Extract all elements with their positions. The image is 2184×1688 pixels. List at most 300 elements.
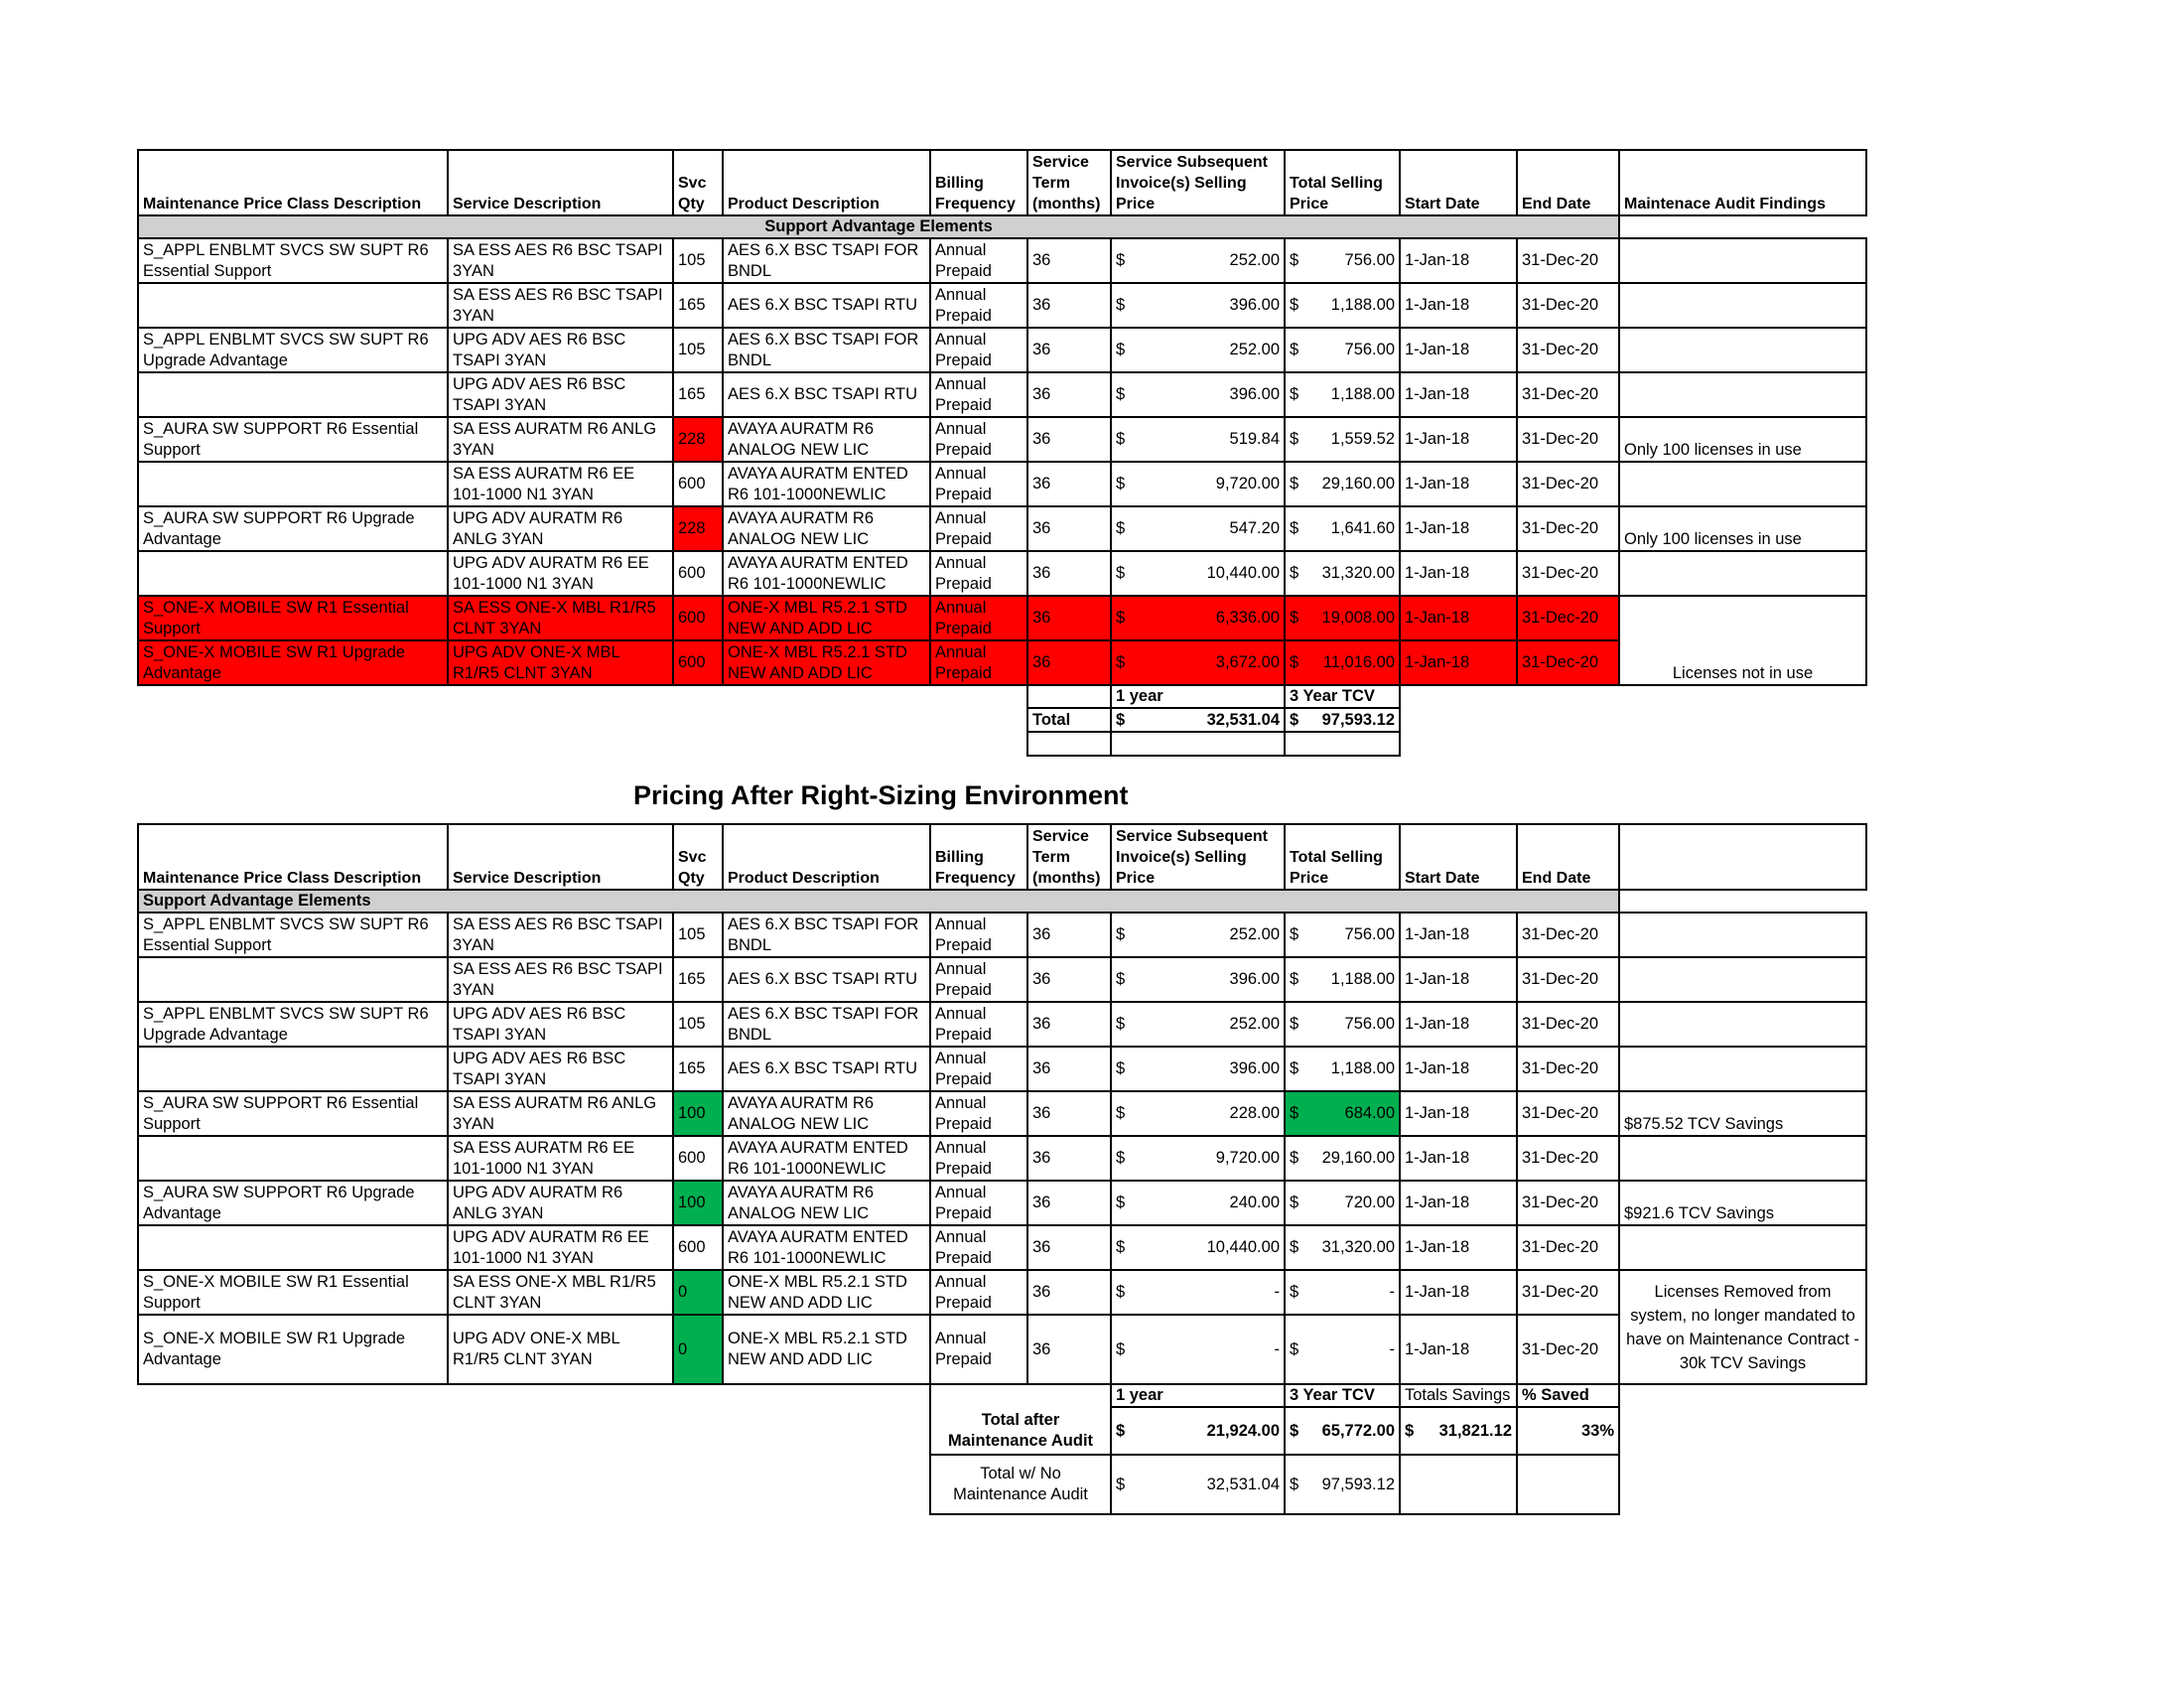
product-desc-cell: AVAYA AURATM ENTED R6 101-1000NEWLIC (723, 1136, 930, 1181)
findings-cell: $921.6 TCV Savings (1619, 1181, 1866, 1225)
table-row (138, 551, 1866, 596)
currency-symbol: $ (1116, 251, 1126, 269)
end-date-cell: 31-Dec-20 (1517, 1315, 1619, 1384)
subsequent-price: 10,440.00 (1206, 1238, 1280, 1256)
col-header-maint-class: Maintenance Price Class Description (138, 150, 448, 215)
end-date-cell: 31-Dec-20 (1517, 957, 1619, 1002)
billing-freq-cell: Annual Prepaid (930, 1002, 1027, 1047)
start-date-cell: 1-Jan-18 (1400, 1225, 1517, 1270)
maint-class-cell: S_AURA SW SUPPORT R6 Upgrade Advantage (138, 506, 448, 551)
service-term-cell: 36 (1027, 1091, 1111, 1136)
currency-symbol: $ (1116, 1421, 1126, 1440)
section-label: Support Advantage Elements (138, 890, 1619, 913)
currency-symbol: $ (1116, 341, 1126, 358)
svc-qty-cell: 600 (673, 551, 723, 596)
summary-total-label: Total (1027, 708, 1111, 732)
end-date-cell: 31-Dec-20 (1517, 417, 1619, 462)
billing-freq-cell: Annual Prepaid (930, 1047, 1027, 1091)
billing-freq-cell: Annual Prepaid (930, 372, 1027, 417)
table-row (138, 640, 1866, 685)
product-desc-cell: ONE-X MBL R5.2.1 STD NEW AND ADD LIC (723, 1270, 930, 1315)
table-row (138, 1136, 1866, 1181)
svc-qty-cell: 105 (673, 913, 723, 957)
table1-body (138, 238, 1866, 685)
table2-body (138, 913, 1866, 1384)
col-header-total-price: Total Selling Price (1285, 150, 1400, 215)
col-header-end-date: End Date (1517, 150, 1619, 215)
summary-after-audit-row (138, 1407, 1866, 1455)
svc-qty-cell: 228 (673, 506, 723, 551)
table-row (138, 1270, 1866, 1315)
start-date-cell: 1-Jan-18 (1400, 506, 1517, 551)
total-price-cell (1285, 1091, 1400, 1136)
col-header-end-date: End Date (1517, 824, 1619, 890)
end-date-cell: 31-Dec-20 (1517, 1047, 1619, 1091)
total-price: 1,641.60 (1330, 519, 1395, 537)
product-desc-cell: ONE-X MBL R5.2.1 STD NEW AND ADD LIC (723, 640, 930, 685)
currency-symbol: $ (1290, 710, 1299, 729)
billing-freq-cell: Annual Prepaid (930, 283, 1027, 328)
service-desc-cell: SA ESS ONE-X MBL R1/R5 CLNT 3YAN (448, 1270, 673, 1315)
right-sized-pricing-table (137, 823, 1867, 1515)
subsequent-price: 6,336.00 (1215, 609, 1280, 627)
col-header-service-term: Service Term (months) (1027, 150, 1111, 215)
subsequent-price: 9,720.00 (1215, 475, 1280, 492)
currency-symbol: $ (1290, 1238, 1299, 1256)
findings-cell (1619, 238, 1866, 283)
end-date-cell: 31-Dec-20 (1517, 462, 1619, 506)
after-audit-label: Total after Maintenance Audit (930, 1407, 1111, 1455)
currency-symbol: $ (1116, 385, 1126, 403)
currency-symbol: $ (1116, 1283, 1126, 1301)
start-date-cell: 1-Jan-18 (1400, 913, 1517, 957)
maint-class-cell: S_APPL ENBLMT SVCS SW SUPT R6 Essential Support (138, 913, 448, 957)
findings-cell-merged: Licenses Removed from system, no longer mandated to have on Maintenance Contract - 30k TCV Savings (1619, 1270, 1866, 1384)
total-price: - (1389, 1283, 1395, 1301)
end-date-cell: 31-Dec-20 (1517, 506, 1619, 551)
service-desc-cell: SA ESS AES R6 BSC TSAPI 3YAN (448, 283, 673, 328)
maint-class-cell: S_APPL ENBLMT SVCS SW SUPT R6 Upgrade Advantage (138, 328, 448, 372)
summary-year-label: 1 year (1111, 685, 1285, 708)
total-price: 1,559.52 (1330, 430, 1395, 448)
subsequent-price: 228.00 (1229, 1104, 1280, 1122)
currency-symbol: $ (1290, 609, 1299, 627)
product-desc-cell: AVAYA AURATM R6 ANALOG NEW LIC (723, 417, 930, 462)
maint-class-cell: S_ONE-X MOBILE SW R1 Upgrade Advantage (138, 1315, 448, 1384)
table-row (138, 913, 1866, 957)
subsequent-price: 9,720.00 (1215, 1149, 1280, 1167)
currency-symbol: $ (1290, 1421, 1299, 1440)
start-date-cell: 1-Jan-18 (1400, 551, 1517, 596)
total-price: 1,188.00 (1330, 296, 1395, 314)
billing-freq-cell: Annual Prepaid (930, 1136, 1027, 1181)
subsequent-price: 252.00 (1229, 251, 1280, 269)
subsequent-price-cell (1111, 1270, 1285, 1315)
total-price-cell (1285, 1136, 1400, 1181)
total-price-cell (1285, 596, 1400, 640)
summary-label-row (138, 685, 1866, 708)
currency-symbol: $ (1116, 1059, 1126, 1077)
col-header-svc-qty: Svc Qty (673, 150, 723, 215)
table-row (138, 1091, 1866, 1136)
subsequent-price: 252.00 (1229, 1015, 1280, 1033)
subsequent-price-cell (1111, 506, 1285, 551)
service-term-cell: 36 (1027, 372, 1111, 417)
summary-year-value: 32,531.04 (1206, 710, 1280, 729)
subsequent-price-cell (1111, 1047, 1285, 1091)
product-desc-cell: AVAYA AURATM ENTED R6 101-1000NEWLIC (723, 1225, 930, 1270)
service-desc-cell: UPG ADV AES R6 BSC TSAPI 3YAN (448, 1002, 673, 1047)
service-desc-cell: UPG ADV ONE-X MBL R1/R5 CLNT 3YAN (448, 1315, 673, 1384)
total-price: 756.00 (1344, 341, 1395, 358)
table-row (138, 1225, 1866, 1270)
total-price-cell (1285, 1225, 1400, 1270)
service-desc-cell: SA ESS AURATM R6 EE 101-1000 N1 3YAN (448, 1136, 673, 1181)
header-row (138, 150, 1866, 215)
total-price-cell (1285, 1002, 1400, 1047)
total-price-cell (1285, 551, 1400, 596)
svc-qty-cell: 600 (673, 1225, 723, 1270)
summary-year-label: 1 year (1111, 1384, 1285, 1407)
product-desc-cell: AES 6.X BSC TSAPI FOR BNDL (723, 328, 930, 372)
currency-symbol: $ (1290, 1283, 1299, 1301)
total-price-cell (1285, 506, 1400, 551)
service-term-cell: 36 (1027, 1047, 1111, 1091)
currency-symbol: $ (1290, 564, 1299, 582)
subsequent-price-cell (1111, 1091, 1285, 1136)
currency-symbol: $ (1116, 564, 1126, 582)
col-header-findings: Maintenace Audit Findings (1619, 150, 1866, 215)
billing-freq-cell: Annual Prepaid (930, 1091, 1027, 1136)
start-date-cell: 1-Jan-18 (1400, 640, 1517, 685)
subsequent-price-cell (1111, 1181, 1285, 1225)
total-price: 19,008.00 (1321, 609, 1395, 627)
total-price-cell (1285, 462, 1400, 506)
summary-tcv-value: 97,593.12 (1321, 710, 1395, 729)
svc-qty-cell: 105 (673, 328, 723, 372)
col-header-product-desc: Product Description (723, 150, 930, 215)
start-date-cell: 1-Jan-18 (1400, 1136, 1517, 1181)
total-price-cell (1285, 328, 1400, 372)
maint-class-cell (138, 957, 448, 1002)
table-row (138, 506, 1866, 551)
total-price: 29,160.00 (1321, 1149, 1395, 1167)
service-desc-cell: SA ESS AURATM R6 ANLG 3YAN (448, 417, 673, 462)
start-date-cell: 1-Jan-18 (1400, 596, 1517, 640)
currency-symbol: $ (1290, 1194, 1299, 1211)
end-date-cell: 31-Dec-20 (1517, 596, 1619, 640)
product-desc-cell: ONE-X MBL R5.2.1 STD NEW AND ADD LIC (723, 1315, 930, 1384)
billing-freq-cell: Annual Prepaid (930, 1270, 1027, 1315)
maint-class-cell (138, 283, 448, 328)
service-term-cell: 36 (1027, 417, 1111, 462)
summary-tcv-label: 3 Year TCV (1285, 685, 1400, 708)
after-audit-year-value: 21,924.00 (1206, 1421, 1280, 1440)
subsequent-price: 519.84 (1229, 430, 1280, 448)
total-price: 1,188.00 (1330, 385, 1395, 403)
col-header-svc-qty: Svc Qty (673, 824, 723, 890)
svc-qty-cell: 600 (673, 596, 723, 640)
col-header-start-date: Start Date (1400, 150, 1517, 215)
maint-class-cell (138, 1225, 448, 1270)
subsequent-price: 240.00 (1229, 1194, 1280, 1211)
total-price: 31,320.00 (1321, 564, 1395, 582)
service-term-cell: 36 (1027, 1270, 1111, 1315)
product-desc-cell: AES 6.X BSC TSAPI RTU (723, 957, 930, 1002)
subsequent-price: - (1274, 1339, 1280, 1358)
total-price: 756.00 (1344, 925, 1395, 943)
currency-symbol: $ (1116, 710, 1126, 729)
end-date-cell: 31-Dec-20 (1517, 1002, 1619, 1047)
subsequent-price-cell (1111, 417, 1285, 462)
currency-symbol: $ (1116, 519, 1126, 537)
maint-class-cell: S_ONE-X MOBILE SW R1 Essential Support (138, 1270, 448, 1315)
billing-freq-cell: Annual Prepaid (930, 462, 1027, 506)
service-desc-cell: UPG ADV AES R6 BSC TSAPI 3YAN (448, 1047, 673, 1091)
service-desc-cell: SA ESS AURATM R6 EE 101-1000 N1 3YAN (448, 462, 673, 506)
end-date-cell: 31-Dec-20 (1517, 1270, 1619, 1315)
product-desc-cell: AVAYA AURATM R6 ANALOG NEW LIC (723, 1091, 930, 1136)
service-term-cell: 36 (1027, 1225, 1111, 1270)
currency-symbol: $ (1116, 1015, 1126, 1033)
start-date-cell: 1-Jan-18 (1400, 328, 1517, 372)
findings-cell: $875.52 TCV Savings (1619, 1091, 1866, 1136)
col-header-billing-freq: Billing Frequency (930, 150, 1027, 215)
after-audit-savings-value: 31,821.12 (1438, 1421, 1512, 1440)
currency-symbol: $ (1290, 1059, 1299, 1077)
currency-symbol: $ (1290, 925, 1299, 943)
billing-freq-cell: Annual Prepaid (930, 417, 1027, 462)
service-desc-cell: UPG ADV AURATM R6 ANLG 3YAN (448, 1181, 673, 1225)
svc-qty-cell: 0 (673, 1270, 723, 1315)
total-price-cell (1285, 957, 1400, 1002)
findings-cell (1619, 551, 1866, 596)
table-row (138, 283, 1866, 328)
currency-symbol: $ (1290, 385, 1299, 403)
currency-symbol: $ (1290, 296, 1299, 314)
product-desc-cell: AES 6.X BSC TSAPI FOR BNDL (723, 913, 930, 957)
maint-class-cell: S_ONE-X MOBILE SW R1 Essential Support (138, 596, 448, 640)
service-desc-cell: UPG ADV AURATM R6 EE 101-1000 N1 3YAN (448, 1225, 673, 1270)
subsequent-price-cell (1111, 1002, 1285, 1047)
subsequent-price: 396.00 (1229, 385, 1280, 403)
total-price: 11,016.00 (1322, 653, 1395, 671)
section-label: Support Advantage Elements (138, 215, 1619, 238)
end-date-cell: 31-Dec-20 (1517, 913, 1619, 957)
total-price-cell (1285, 417, 1400, 462)
total-price-cell (1285, 913, 1400, 957)
table-row (138, 238, 1866, 283)
end-date-cell: 31-Dec-20 (1517, 1091, 1619, 1136)
maint-class-cell: S_AURA SW SUPPORT R6 Essential Support (138, 417, 448, 462)
service-term-cell: 36 (1027, 913, 1111, 957)
no-audit-label: Total w/ No Maintenance Audit (930, 1455, 1111, 1514)
total-price: - (1389, 1339, 1395, 1358)
service-desc-cell: UPG ADV AES R6 BSC TSAPI 3YAN (448, 328, 673, 372)
currency-symbol: $ (1116, 475, 1126, 492)
start-date-cell: 1-Jan-18 (1400, 957, 1517, 1002)
service-desc-cell: SA ESS AES R6 BSC TSAPI 3YAN (448, 238, 673, 283)
currency-symbol: $ (1116, 653, 1126, 671)
service-term-cell: 36 (1027, 1136, 1111, 1181)
subsequent-price-cell (1111, 462, 1285, 506)
total-price: 29,160.00 (1321, 475, 1395, 492)
currency-symbol: $ (1290, 1104, 1299, 1122)
total-price: 31,320.00 (1321, 1238, 1395, 1256)
start-date-cell: 1-Jan-18 (1400, 1047, 1517, 1091)
service-term-cell: 36 (1027, 462, 1111, 506)
subsequent-price: 252.00 (1229, 341, 1280, 358)
svc-qty-cell: 165 (673, 957, 723, 1002)
billing-freq-cell: Annual Prepaid (930, 238, 1027, 283)
billing-freq-cell: Annual Prepaid (930, 640, 1027, 685)
total-price: 756.00 (1344, 1015, 1395, 1033)
no-audit-tcv-value: 97,593.12 (1321, 1475, 1395, 1493)
total-price-cell (1285, 1181, 1400, 1225)
billing-freq-cell: Annual Prepaid (930, 596, 1027, 640)
table-row (138, 462, 1866, 506)
svc-qty-cell: 105 (673, 238, 723, 283)
maint-class-cell (138, 462, 448, 506)
col-header-findings-empty (1619, 824, 1866, 890)
service-desc-cell: UPG ADV AES R6 BSC TSAPI 3YAN (448, 372, 673, 417)
currency-symbol: $ (1116, 925, 1126, 943)
subsequent-price: 10,440.00 (1206, 564, 1280, 582)
currency-symbol: $ (1116, 1194, 1126, 1211)
maint-class-cell: S_APPL ENBLMT SVCS SW SUPT R6 Essential Support (138, 238, 448, 283)
start-date-cell: 1-Jan-18 (1400, 1270, 1517, 1315)
billing-freq-cell: Annual Prepaid (930, 1225, 1027, 1270)
svc-qty-cell: 228 (673, 417, 723, 462)
subsequent-price-cell (1111, 328, 1285, 372)
findings-cell (1619, 283, 1866, 328)
currency-symbol: $ (1290, 1339, 1299, 1358)
service-desc-cell: SA ESS AES R6 BSC TSAPI 3YAN (448, 913, 673, 957)
start-date-cell: 1-Jan-18 (1400, 1002, 1517, 1047)
col-header-start-date: Start Date (1400, 824, 1517, 890)
findings-cell (1619, 372, 1866, 417)
end-date-cell: 31-Dec-20 (1517, 1136, 1619, 1181)
start-date-cell: 1-Jan-18 (1400, 238, 1517, 283)
col-header-subsequent-price: Service Subsequent Invoice(s) Selling Price (1111, 150, 1285, 215)
findings-note: Licenses not in use (1672, 664, 1814, 682)
service-desc-cell: SA ESS AES R6 BSC TSAPI 3YAN (448, 957, 673, 1002)
start-date-cell: 1-Jan-18 (1400, 283, 1517, 328)
currency-symbol: $ (1116, 1104, 1126, 1122)
service-term-cell: 36 (1027, 596, 1111, 640)
table-row (138, 372, 1866, 417)
col-header-service-term: Service Term (months) (1027, 824, 1111, 890)
total-price: 720.00 (1344, 1194, 1395, 1211)
total-price-cell (1285, 1047, 1400, 1091)
subsequent-price-cell (1111, 1136, 1285, 1181)
subsequent-price-cell (1111, 957, 1285, 1002)
svc-qty-cell: 0 (673, 1315, 723, 1384)
currency-symbol: $ (1116, 296, 1126, 314)
total-price-cell (1285, 372, 1400, 417)
total-price: 684.00 (1344, 1104, 1395, 1122)
total-price-cell (1285, 1315, 1400, 1384)
start-date-cell: 1-Jan-18 (1400, 372, 1517, 417)
service-desc-cell: UPG ADV AURATM R6 EE 101-1000 N1 3YAN (448, 551, 673, 596)
table-row (138, 328, 1866, 372)
service-desc-cell: SA ESS AURATM R6 ANLG 3YAN (448, 1091, 673, 1136)
original-pricing-table (137, 149, 1867, 757)
billing-freq-cell: Annual Prepaid (930, 957, 1027, 1002)
table-row (138, 417, 1866, 462)
subsequent-price-cell (1111, 596, 1285, 640)
currency-symbol: $ (1290, 1475, 1299, 1493)
end-date-cell: 31-Dec-20 (1517, 238, 1619, 283)
svc-qty-cell: 600 (673, 462, 723, 506)
start-date-cell: 1-Jan-18 (1400, 417, 1517, 462)
billing-freq-cell: Annual Prepaid (930, 551, 1027, 596)
start-date-cell: 1-Jan-18 (1400, 1315, 1517, 1384)
svc-qty-cell: 105 (673, 1002, 723, 1047)
start-date-cell: 1-Jan-18 (1400, 1181, 1517, 1225)
svc-qty-cell: 165 (673, 372, 723, 417)
product-desc-cell: AES 6.X BSC TSAPI FOR BNDL (723, 1002, 930, 1047)
start-date-cell: 1-Jan-18 (1400, 1091, 1517, 1136)
summary-label-row (138, 1384, 1866, 1407)
findings-cell (1619, 913, 1866, 957)
start-date-cell: 1-Jan-18 (1400, 462, 1517, 506)
service-term-cell: 36 (1027, 1181, 1111, 1225)
total-price-cell (1285, 1270, 1400, 1315)
maint-class-cell (138, 1136, 448, 1181)
findings-cell-merged (1619, 596, 1866, 685)
subsequent-price-cell (1111, 283, 1285, 328)
currency-symbol: $ (1405, 1421, 1415, 1440)
end-date-cell: 31-Dec-20 (1517, 640, 1619, 685)
currency-symbol: $ (1116, 1149, 1126, 1167)
product-desc-cell: AES 6.X BSC TSAPI RTU (723, 283, 930, 328)
maint-class-cell (138, 551, 448, 596)
end-date-cell: 31-Dec-20 (1517, 1225, 1619, 1270)
table-row (138, 957, 1866, 1002)
currency-symbol: $ (1116, 1238, 1126, 1256)
currency-symbol: $ (1116, 609, 1126, 627)
svc-qty-cell: 165 (673, 1047, 723, 1091)
service-term-cell: 36 (1027, 957, 1111, 1002)
after-audit-tcv-value: 65,772.00 (1321, 1421, 1395, 1440)
service-term-cell: 36 (1027, 551, 1111, 596)
summary-no-audit-row (138, 1455, 1866, 1514)
billing-freq-cell: Annual Prepaid (930, 1315, 1027, 1384)
table-row (138, 1002, 1866, 1047)
subsequent-price: 396.00 (1229, 1059, 1280, 1077)
col-header-service-desc: Service Description (448, 150, 673, 215)
product-desc-cell: AVAYA AURATM ENTED R6 101-1000NEWLIC (723, 551, 930, 596)
currency-symbol: $ (1290, 653, 1299, 671)
maint-class-cell: S_APPL ENBLMT SVCS SW SUPT R6 Upgrade Advantage (138, 1002, 448, 1047)
findings-cell: Only 100 licenses in use (1619, 506, 1866, 551)
total-price-cell (1285, 238, 1400, 283)
maint-class-cell (138, 1047, 448, 1091)
currency-symbol: $ (1116, 430, 1126, 448)
currency-symbol: $ (1290, 1149, 1299, 1167)
section-title-right-sizing: Pricing After Right-Sizing Environment (633, 780, 1129, 810)
summary-savings-label: Totals Savings (1400, 1384, 1517, 1407)
summary-pct-label: % Saved (1517, 1384, 1619, 1407)
service-term-cell: 36 (1027, 283, 1111, 328)
subsequent-price-cell (1111, 913, 1285, 957)
product-desc-cell: AVAYA AURATM R6 ANALOG NEW LIC (723, 506, 930, 551)
subsequent-price-cell (1111, 1225, 1285, 1270)
service-term-cell: 36 (1027, 328, 1111, 372)
svc-qty-cell: 600 (673, 1136, 723, 1181)
currency-symbol: $ (1116, 1339, 1126, 1358)
